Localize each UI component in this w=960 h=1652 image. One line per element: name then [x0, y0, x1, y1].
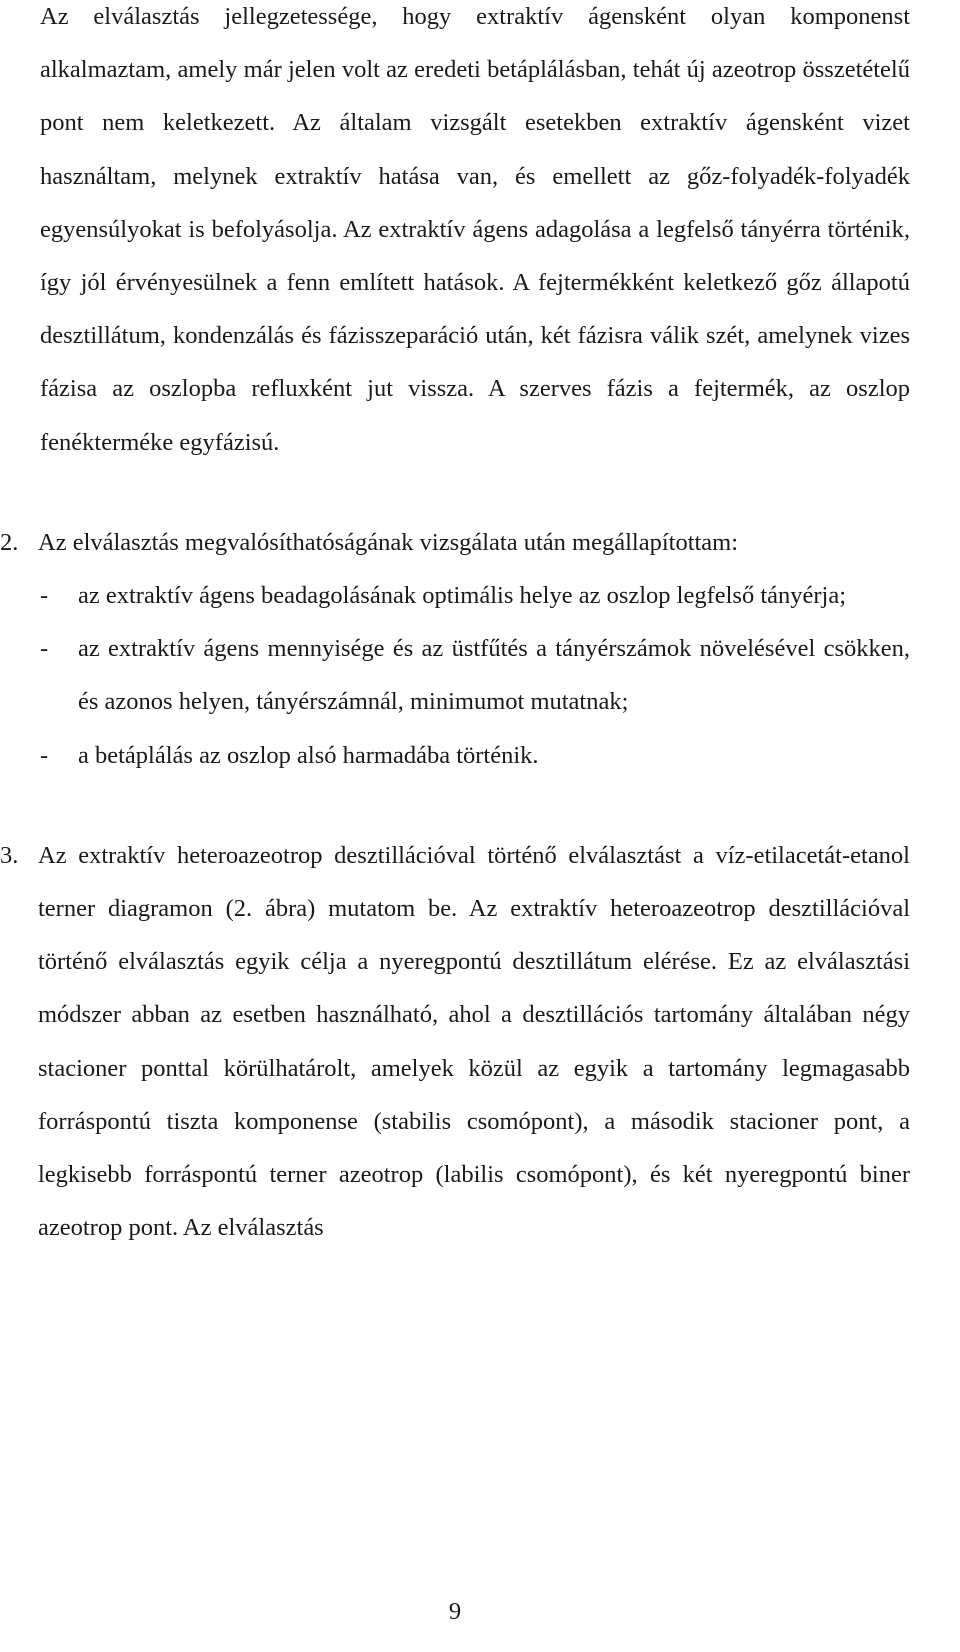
section-2-number: 2.	[0, 528, 19, 556]
list-item	[40, 622, 910, 728]
list-item	[40, 729, 910, 782]
section-2-intro: Az elválasztás megvalósíthatóságának vizsgálata után megállapítottam:	[38, 528, 739, 556]
section-3	[0, 829, 910, 1255]
list-item	[40, 569, 910, 622]
list-dash: -	[40, 635, 49, 663]
section-3-number: 3.	[0, 841, 19, 869]
section-2	[0, 516, 910, 569]
list-item-text: a betáplálás az oszlop alsó harmadába történik.	[78, 741, 539, 769]
section-2-body	[38, 516, 910, 569]
list-item-text: az extraktív ágens beadagolásának optimális helye az oszlop legfelső tányérja;	[78, 582, 847, 610]
list-item-text: az extraktív ágens mennyisége és az üstfűtés a tányérszámok növelésével csökken, és azonos helyen, tányérszámnál, minimumot mutatnak;	[78, 635, 910, 716]
list-dash: -	[40, 582, 49, 610]
paragraph-separation-characteristics: Az elválasztás jellegzetessége, hogy extraktív ágensként olyan komponenst alkalmaztam, amely már jelen volt az eredeti betáplálásban, tehát új azeotrop összetételű pont nem keletkezett. Az általam vizsgált esetekben extraktív ágensként vizet használtam, melynek extraktív hatása van, és emellett az gőz-folyadék-folyadék egyensúlyokat is befolyásolja. Az extraktív ágens adagolása a legfelső tányérra történik, így jól érvényesülnek a fenn említett hatások. A fejtermékként keletkező gőz állapotú desztillátum, kondenzálás és fázisszeparáció után, két fázisra válik szét, amelynek vizes fázisa az oszlopba refluxként jut vissza. A szerves fázis a fejtermék, az oszlop fenékterméke egyfázisú.	[40, 3, 910, 456]
list-dash: -	[40, 741, 49, 769]
page-number: 9	[448, 1598, 462, 1625]
findings-list	[40, 569, 910, 782]
section-3-body	[38, 829, 910, 1255]
section-3-text: Az extraktív heteroazeotrop desztillációval történő elválasztást a víz-etilacetát-etanol terner diagramon (2. ábra) mutatom be. Az extraktív heteroazeotrop desztillációval történő elválasztás egyik célja a nyeregpontú desztillátum elérése. Ez az elválasztási módszer abban az esetben használható, ahol a desztillációs tartomány általában négy stacioner ponttal körülhatárolt, amelyek közül az egyik a tartomány legmagasabb forráspontú tiszta komponense (stabilis csomópont), a második stacioner pont, a legkisebb forráspontú terner azeotrop (labilis csomópont), és két nyeregpontú biner azeotrop pont. Az elválasztás	[38, 841, 910, 1242]
